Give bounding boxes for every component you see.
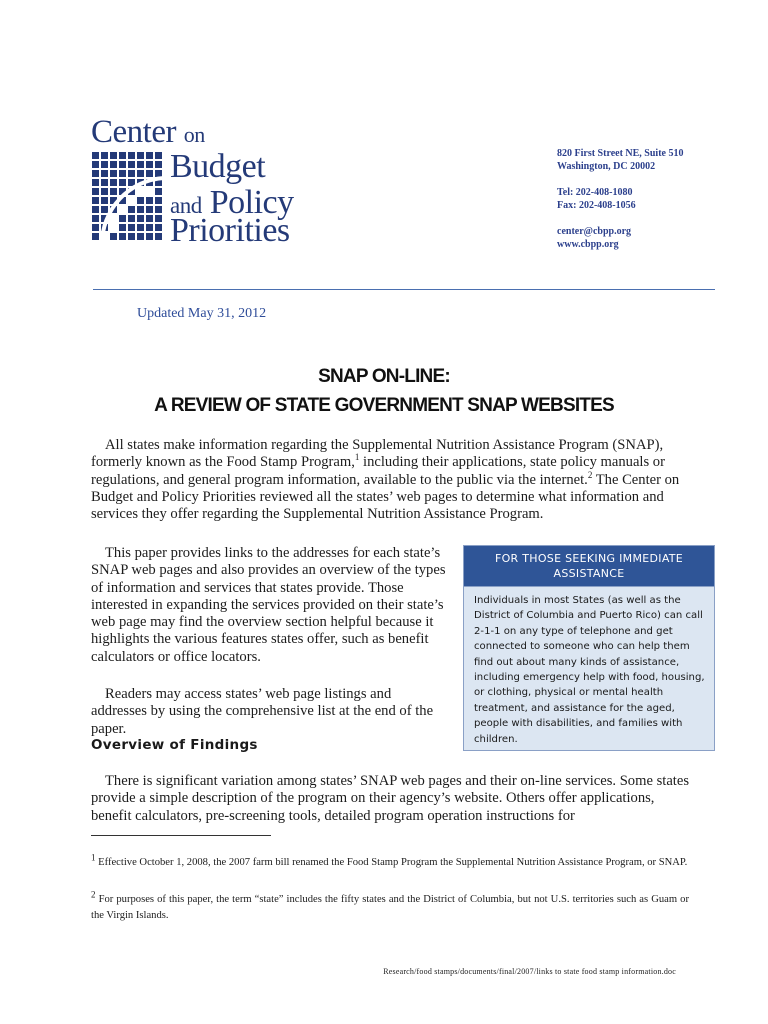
- address-web[interactable]: www.cbpp.org: [557, 239, 619, 250]
- logo-grid-square: [137, 170, 144, 177]
- immediate-assistance-box: [463, 545, 715, 751]
- logo-grid-square: [128, 206, 135, 213]
- logo-grid-square: [119, 161, 126, 168]
- logo-grid-icon: [92, 152, 164, 244]
- logo-grid-square: [137, 197, 144, 204]
- logo-grid-square: [128, 215, 135, 222]
- logo-grid-square: [146, 224, 153, 231]
- logo-grid-square: [146, 206, 153, 213]
- logo-grid-square: [137, 215, 144, 222]
- logo-grid-square: [137, 206, 144, 213]
- logo-line-policy: and Policy: [170, 184, 294, 221]
- logo-grid-square: [119, 233, 126, 240]
- logo-grid-square: [128, 224, 135, 231]
- logo-grid-square: [146, 152, 153, 159]
- logo-grid-square: [155, 224, 162, 231]
- sidebar-heading: FOR THOSE SEEKING IMMEDIATE ASSISTANCE: [464, 546, 714, 586]
- logo-grid-square: [92, 233, 99, 240]
- logo-line-priorities: Priorities: [170, 212, 290, 249]
- logo-grid-square: [155, 152, 162, 159]
- logo-grid-square: [146, 170, 153, 177]
- footnote-1: $^1$ Effective October 1, 2008, the 2007 farm bill renamed the Food Stamp Program the Supplemental Nutrition Assistance Program, or SNAP.: [91, 852, 688, 868]
- page-title: SNAP ON-LINE:: [318, 366, 450, 387]
- logo-grid-square: [119, 170, 126, 177]
- logo-grid-square: [119, 215, 126, 222]
- logo-grid-square: [101, 161, 108, 168]
- logo-grid-square: [128, 233, 135, 240]
- logo-grid-square: [92, 170, 99, 177]
- logo-grid-square: [137, 161, 144, 168]
- logo-grid-square: [110, 188, 117, 195]
- intro-paragraph: All states make information regarding the Supplemental Nutrition Assistance Program (SNAP), formerly known as the Food Stamp Program,$^1$ including their applications, state policy manuals or regulations, and general program information, available to the public via the internet.$^2$ The Center on Budget and Policy Priorities reviewed all the states’ web pages to determine what information and services they offer regarding the Supplemental Nutrition Assistance Program.: [91, 437, 680, 523]
- file-path: Research/food stamps/documents/final/2007/links to state food stamp information.doc: [383, 967, 676, 976]
- logo-grid-square: [110, 233, 117, 240]
- address-fax: Fax: 202-408-1056: [557, 200, 636, 211]
- logo-grid-square: [101, 170, 108, 177]
- logo-grid-square: [128, 161, 135, 168]
- logo-grid-square: [119, 152, 126, 159]
- header-divider: [93, 289, 715, 290]
- logo-grid-square: [101, 206, 108, 213]
- logo-grid-square: [155, 170, 162, 177]
- logo-grid-square: [92, 215, 99, 222]
- logo-grid-square: [155, 215, 162, 222]
- logo-grid-square: [155, 197, 162, 204]
- logo-line-budget: Budget: [170, 148, 266, 185]
- logo-grid-square: [146, 233, 153, 240]
- findings-paragraph: There is significant variation among states’ SNAP web pages and their on-line services. Some states provide a simple description of the program on their agency’s website. Others offer applications, benefit calculators, pre-screening tools, detailed program operation instructions for: [91, 773, 690, 824]
- logo-grid-square: [119, 179, 126, 186]
- address-street: 820 First Street NE, Suite 510: [557, 148, 684, 159]
- logo-grid-square: [155, 161, 162, 168]
- footnote-divider: [91, 835, 271, 836]
- logo-line-center: Center on: [91, 114, 205, 150]
- logo-grid-square: [92, 224, 99, 231]
- logo-grid-square: [137, 224, 144, 231]
- logo-grid-square: [110, 170, 117, 177]
- logo-grid-square: [101, 152, 108, 159]
- logo-grid-square: [155, 233, 162, 240]
- address-city: Washington, DC 20002: [557, 161, 656, 172]
- logo-grid-square: [137, 233, 144, 240]
- logo-grid-square: [119, 224, 126, 231]
- logo-grid-square: [110, 152, 117, 159]
- logo-grid-square: [137, 152, 144, 159]
- page-subtitle: A REVIEW OF STATE GOVERNMENT SNAP WEBSITES: [154, 395, 614, 416]
- footnote-ref-2: 2: [587, 469, 593, 480]
- logo-grid-square: [92, 197, 99, 204]
- logo-grid-square: [146, 215, 153, 222]
- paper-overview-paragraph: This paper provides links to the addresses for each state’s SNAP web pages and also provides an overview of the types of information and services that states provide. Those interested in expanding the services provided on their state’s web page may find the overview section helpful because it highlights the various features states offer, such as benefit calculators or office locators.: [91, 545, 446, 665]
- logo-grid-square: [155, 188, 162, 195]
- overview-heading: Overview of Findings: [91, 737, 258, 753]
- address-email[interactable]: center@cbpp.org: [557, 226, 632, 237]
- address-tel: Tel: 202-408-1080: [557, 187, 633, 198]
- logo-grid-square: [92, 188, 99, 195]
- footnote-ref-1: 1: [354, 452, 360, 463]
- logo-grid-square: [110, 179, 117, 186]
- logo-grid-square: [155, 206, 162, 213]
- sidebar-text: Individuals in most States (as well as the District of Columbia and Puerto Rico) can call 2-1-1 on any type of telephone and get connected to someone who can help them find out about many kinds of assistance, including emergency help with food, housing, or clothing, physical or mental health treatment, and assistance for the aged, people with disabilities, and families with children.: [464, 586, 714, 750]
- updated-date: Updated May 31, 2012: [137, 306, 267, 321]
- logo-grid-square: [146, 197, 153, 204]
- footnote-2: $^2$ For purposes of this paper, the term “state” includes the fifty states and the District of Columbia, but not U.S. territories such as Guam or the Virgin Islands.: [91, 889, 689, 921]
- logo-grid-square: [92, 179, 99, 186]
- logo-grid-square: [92, 152, 99, 159]
- logo-grid-square: [146, 161, 153, 168]
- logo-grid-square: [110, 161, 117, 168]
- logo-grid-square: [101, 179, 108, 186]
- logo-grid-square: [128, 170, 135, 177]
- logo-grid-square: [128, 152, 135, 159]
- readers-paragraph: Readers may access states’ web page listings and addresses by using the comprehensive list at the end of the paper.: [91, 686, 434, 737]
- logo-grid-square: [92, 161, 99, 168]
- logo-grid-square: [101, 188, 108, 195]
- logo-grid-square: [101, 197, 108, 204]
- logo-grid-square: [92, 206, 99, 213]
